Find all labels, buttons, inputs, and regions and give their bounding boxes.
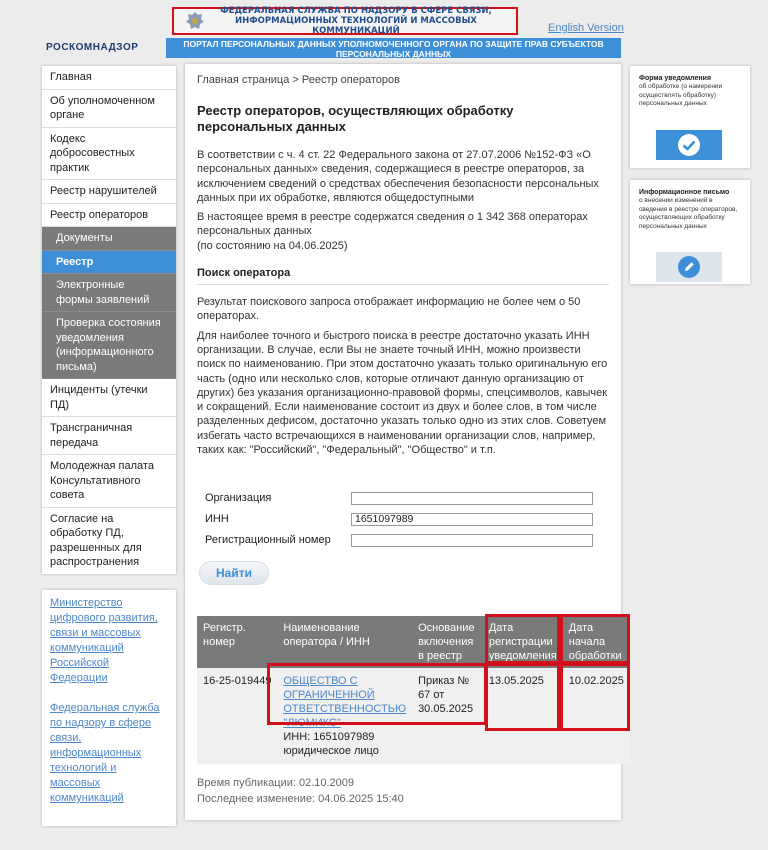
link-rkn[interactable]: Федеральная служба по надзору в сфере связи, информационных технологий и массовых коммуникаций xyxy=(50,702,160,804)
org-input[interactable] xyxy=(351,492,593,505)
operator-inn: ИНН: 1651097989 xyxy=(283,731,375,743)
table-row xyxy=(197,668,630,764)
sidebar-item-about[interactable]: Об уполномоченном органе xyxy=(42,90,176,128)
operator-entity-type: юридическое лицо xyxy=(283,745,379,757)
breadcrumb[interactable]: Главная страница > Реестр операторов xyxy=(197,74,400,86)
card-notification-text: об обработке (о намерении осуществлять обработку) персональных данных xyxy=(639,83,723,107)
col-reg-date: Дата регистрации уведомления xyxy=(483,616,563,668)
main-content xyxy=(185,64,624,820)
publication-info xyxy=(197,775,404,807)
card-info-letter[interactable] xyxy=(630,180,750,284)
inn-input[interactable] xyxy=(351,513,593,526)
english-version-link[interactable]: English Version xyxy=(548,22,624,34)
col-operator-name: Наименование оператора / ИНН xyxy=(277,616,412,668)
sidebar-item-code[interactable]: Кодекс добросовестных практик xyxy=(42,128,176,181)
intro-text: В соответствии с ч. 4 ст. 22 Федерального закона от 27.07.2006 №152-ФЗ «О персональных данных» сведения, содержащиеся в реестре операторов, за исключением сведений о средствах обеспечения безопасности персональных данных при их обработке, являются общедоступными xyxy=(197,149,599,204)
sidebar-item-youth-chamber[interactable]: Молодежная палата Консультативного совета xyxy=(42,455,176,508)
operator-link[interactable]: ОБЩЕСТВО С ОГРАНИЧЕННОЙ ОТВЕТСТВЕННОСТЬЮ "ЛЮМИКС" xyxy=(283,675,407,729)
org-label: Организация xyxy=(205,492,272,504)
published-date: Время публикации: 02.10.2009 xyxy=(197,777,355,789)
reg-number-label: Регистрационный номер xyxy=(205,534,331,546)
sidebar-item-violators[interactable]: Реестр нарушителей xyxy=(42,180,176,204)
registry-count xyxy=(197,210,609,253)
card-info-text: о внесении изменений в сведения в реестре операторов, осуществляющих обработку персональных данных xyxy=(639,197,738,230)
cell-basis: Приказ № 67 от 30.05.2025 xyxy=(412,668,483,764)
find-button[interactable]: Найти xyxy=(199,561,269,585)
modified-date: Последнее изменение: 04.06.2025 15:40 xyxy=(197,793,404,805)
sidebar-item-crossborder[interactable]: Трансграничная передача xyxy=(42,417,176,455)
col-start-date: Дата начала обработки xyxy=(563,616,630,668)
cell-operator xyxy=(277,668,412,764)
card-info-tile xyxy=(656,252,722,282)
cell-reg-date: 13.05.2025 xyxy=(483,668,563,764)
search-form xyxy=(205,488,605,551)
sidebar-nav xyxy=(42,66,176,574)
sidebar-subitem-documents[interactable]: Документы xyxy=(42,227,176,251)
card-notification-title: Форма уведомления xyxy=(639,75,712,82)
sidebar-subitem-eforms[interactable]: Электронные формы заявлений xyxy=(42,274,176,312)
sidebar-subitem-registry[interactable]: Реестр xyxy=(42,251,176,275)
registry-count-text: В настоящее время в реестре содержатся сведения о 1 342 368 операторах персональных данных xyxy=(197,211,588,238)
results-table xyxy=(197,616,630,764)
registry-count-date: (по состоянию на 04.06.2025) xyxy=(197,239,348,252)
card-notification-tile xyxy=(656,130,722,160)
col-reg-number: Регистр. номер xyxy=(197,616,277,668)
external-links xyxy=(42,590,176,826)
agency-title: ФЕДЕРАЛЬНАЯ СЛУЖБА ПО НАДЗОРУ В СФЕРЕ СВЯЗИ, ИНФОРМАЦИОННЫХ ТЕХНОЛОГИЙ И МАССОВЫХ КОММУНИКАЦИЙ xyxy=(220,6,492,36)
sidebar-item-operators[interactable]: Реестр операторов xyxy=(42,204,176,228)
edit-icon xyxy=(676,254,702,280)
logo[interactable]: РОСКОМНАДЗОР xyxy=(46,42,139,53)
check-icon xyxy=(676,132,702,158)
search-section-title: Поиск оператора xyxy=(197,267,609,285)
reg-number-input[interactable] xyxy=(351,534,593,547)
portal-title-bar: ПОРТАЛ ПЕРСОНАЛЬНЫХ ДАННЫХ УПОЛНОМОЧЕННОГО ОРГАНА ПО ЗАЩИТЕ ПРАВ СУБЪЕКТОВ ПЕРСОНАЛЬНЫХ ДАННЫХ xyxy=(166,38,621,58)
col-basis: Основание включения в реестр xyxy=(412,616,483,668)
cell-reg-number: 16-25-019449 xyxy=(197,668,277,764)
card-info-title: Информационное письмо xyxy=(639,189,730,196)
sidebar-item-consent[interactable]: Согласие на обработку ПД, разрешенных для распространения xyxy=(50,512,142,568)
coat-of-arms-icon xyxy=(184,10,206,32)
search-help: Для наиболее точного и быстрого поиска в реестре достаточно указать ИНН организации. В случае, если Вы не знаете точный ИНН, можно произвести поиск по наименованию. При этом достаточно указать только оригинальную его часть (одно или несколько слов, которые отличают данную организацию от других) без указания организационно-правовой формы, спецсимволов, кавычек и сокращений. Если наименование состоит из двух и более слов, в том числе разделенных дефисом, достаточно указать только одно из этих слов. Советуем избегать часто встречающихся в наименовании организации слов, например, таких как: "Российский", "Федеральный", "Общество" и т.п. xyxy=(197,329,608,457)
search-note: Результат поискового запроса отображает информацию не более чем о 50 операторах. xyxy=(197,296,581,323)
agency-title-box xyxy=(172,7,518,35)
inn-label: ИНН xyxy=(205,513,229,525)
link-ministry[interactable]: Министерство цифрового развития, связи и массовых коммуникаций Российской Федерации xyxy=(50,597,158,684)
sidebar-item-incidents[interactable]: Инциденты (утечки ПД) xyxy=(42,379,176,417)
sidebar-subitem-status-check[interactable]: Проверка состояния уведомления (информационного письма) xyxy=(42,312,176,379)
page-title: Реестр операторов, осуществляющих обработку персональных данных xyxy=(197,103,514,134)
cell-start-date: 10.02.2025 xyxy=(563,668,630,764)
card-notification-form[interactable] xyxy=(630,66,750,168)
table-header-row xyxy=(197,616,630,668)
sidebar-item-home[interactable]: Главная xyxy=(42,66,176,90)
